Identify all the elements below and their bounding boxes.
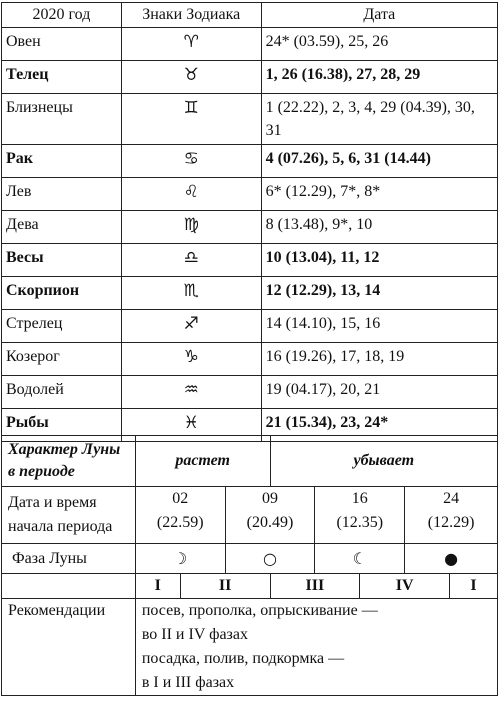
sign-name: Весы: [2, 244, 122, 277]
table-row: [2, 277, 498, 310]
new-moon-icon: ●: [405, 544, 498, 574]
table-row: [2, 61, 498, 94]
period-1-day: 02: [172, 490, 189, 507]
phase-roman-1: I: [135, 574, 180, 599]
sign-name: Скорпион: [2, 277, 122, 310]
table-row: [2, 376, 498, 409]
phase-roman-4: IV: [360, 574, 450, 599]
sign-name: Овен: [2, 28, 122, 61]
period-2: [225, 487, 315, 544]
recommendations-text: [135, 599, 497, 696]
phase-roman-5: I: [450, 574, 498, 599]
sign-name: Рыбы: [2, 409, 122, 442]
rec-line-4: в I и III фазах: [141, 674, 235, 691]
table-row: [2, 28, 498, 61]
period-4-day: 24: [443, 490, 460, 507]
zodiac-symbol-icon: ♓: [121, 409, 261, 442]
zodiac-symbol-icon: ♌: [121, 178, 261, 211]
moon-waning-label: убывает: [270, 436, 498, 487]
header-year: 2020 год: [2, 3, 122, 28]
period-2-time: (20.49): [246, 514, 294, 531]
zodiac-symbol-icon: ♎: [121, 244, 261, 277]
sign-name: Козерог: [2, 343, 122, 376]
rec-line-2: во II и IV фазах: [141, 626, 248, 643]
zodiac-symbol-icon: ♍: [121, 211, 261, 244]
full-moon-icon: ○: [225, 544, 315, 574]
period-4: [405, 487, 498, 544]
sign-name: Лев: [2, 178, 122, 211]
period-2-day: 09: [262, 490, 278, 507]
sign-dates: 12 (12.29), 13, 14: [261, 277, 497, 310]
phase-roman-2: II: [180, 574, 270, 599]
zodiac-symbol-icon: ♊: [121, 94, 261, 145]
waxing-crescent-icon: ☽: [135, 544, 225, 574]
moon-phase-label: Фаза Луны: [2, 544, 136, 574]
sign-dates: 6* (12.29), 7*, 8*: [261, 178, 497, 211]
moon-character-label: Характер Луны в периоде: [2, 436, 136, 487]
zodiac-symbol-icon: ♋: [121, 145, 261, 178]
phase-roman-3: III: [270, 574, 360, 599]
table-row: [2, 145, 498, 178]
sign-dates: 24* (03.59), 25, 26: [261, 28, 497, 61]
moon-growing-label: растет: [135, 436, 270, 487]
sign-name: Дева: [2, 211, 122, 244]
sign-dates: 8 (13.48), 9*, 10: [261, 211, 497, 244]
period-4-time: (12.29): [427, 514, 475, 531]
period-3-day: 16: [351, 490, 368, 507]
table-row: [2, 178, 498, 211]
table-row: [2, 94, 498, 145]
header-date: Дата: [261, 3, 497, 28]
moon-phase-table: [1, 435, 498, 696]
period-1: [135, 487, 225, 544]
zodiac-symbol-icon: ♈: [121, 28, 261, 61]
table-row: [2, 244, 498, 277]
sign-name: Телец: [2, 61, 122, 94]
zodiac-symbol-icon: ♐: [121, 310, 261, 343]
zodiac-symbol-icon: ♉: [121, 61, 261, 94]
table-row: [2, 310, 498, 343]
rec-line-3: посадка, полив, подкормка —: [141, 650, 345, 667]
period-3-time: (12.35): [336, 514, 384, 531]
header-signs: Знаки Зодиака: [121, 3, 261, 28]
sign-name: Близнецы: [2, 94, 122, 145]
sign-name: Стрелец: [2, 310, 122, 343]
sign-dates: 21 (15.34), 23, 24*: [261, 409, 497, 442]
sign-dates: 19 (04.17), 20, 21: [261, 376, 497, 409]
recommendations-label: Рекомендации: [2, 599, 136, 696]
roman-spacer: [2, 574, 136, 599]
sign-dates: 4 (07.26), 5, 6, 31 (14.44): [261, 145, 497, 178]
sign-name: Рак: [2, 145, 122, 178]
sign-name: Водолей: [2, 376, 122, 409]
period-1-time: (22.59): [156, 514, 204, 531]
zodiac-symbol-icon: ♑: [121, 343, 261, 376]
sign-dates: 14 (14.10), 15, 16: [261, 310, 497, 343]
table-row: [2, 211, 498, 244]
sign-dates: 16 (19.26), 17, 18, 19: [261, 343, 497, 376]
sign-dates: 10 (13.04), 11, 12: [261, 244, 497, 277]
zodiac-symbol-icon: ♒: [121, 376, 261, 409]
sign-dates: 1, 26 (16.38), 27, 28, 29: [261, 61, 497, 94]
zodiac-table: [1, 2, 498, 442]
waning-crescent-icon: ☾: [315, 544, 405, 574]
sign-dates: 1 (22.22), 2, 3, 4, 29 (04.39), 30, 31: [261, 94, 497, 145]
zodiac-symbol-icon: ♏: [121, 277, 261, 310]
table-row: [2, 343, 498, 376]
period-3: [315, 487, 405, 544]
period-start-label: Дата и время начала периода: [2, 487, 136, 544]
rec-line-1: посев, прополка, опрыскивание —: [141, 602, 378, 619]
